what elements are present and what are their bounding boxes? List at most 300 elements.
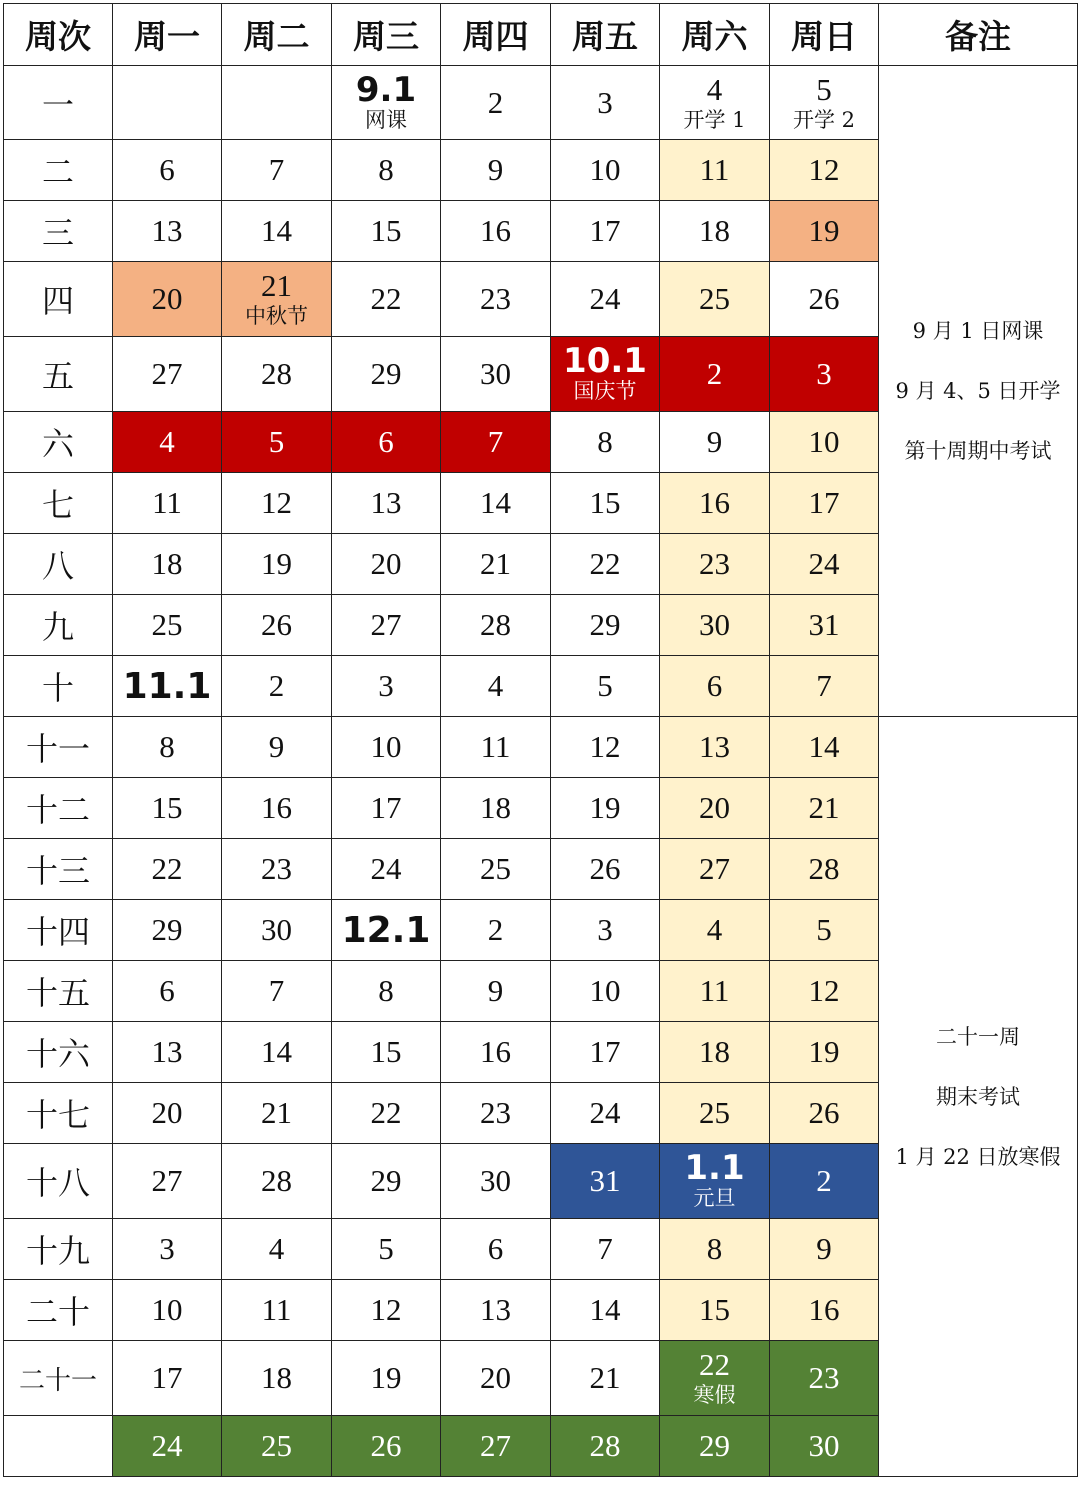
date-number: 3 (816, 356, 832, 391)
date-number: 3 (159, 1231, 175, 1266)
date-cell (332, 961, 441, 1022)
date-cell (113, 839, 222, 900)
date-cell (441, 1416, 551, 1477)
week-number-cell: 六 (4, 412, 113, 473)
date-cell (551, 66, 660, 140)
date-cell (660, 262, 770, 337)
date-cell (222, 717, 332, 778)
date-number: 29 (370, 356, 402, 391)
date-cell (332, 534, 441, 595)
date-number: 3 (597, 912, 613, 947)
date-number: 7 (816, 668, 832, 703)
date-number: 2 (268, 668, 285, 703)
date-cell (441, 1022, 551, 1083)
wednesday-header: 周三 (332, 4, 441, 66)
date-number: 26 (370, 1428, 402, 1463)
date-cell (770, 1341, 879, 1416)
date-cell (222, 140, 332, 201)
date-number: 28 (808, 851, 840, 886)
date-number: 28 (589, 1428, 621, 1463)
date-number: 7 (268, 152, 285, 187)
date-number: 6 (159, 973, 175, 1008)
date-number: 29 (151, 912, 183, 947)
date-cell (113, 656, 222, 717)
date-cell (222, 1280, 332, 1341)
date-cell (332, 839, 441, 900)
date-number: 4 (159, 424, 175, 459)
date-number: 11 (261, 1292, 292, 1327)
date-cell (660, 900, 770, 961)
date-cell (660, 1341, 770, 1416)
date-number: 5 (816, 912, 832, 947)
date-cell (222, 1022, 332, 1083)
date-cell (441, 961, 551, 1022)
date-cell (113, 961, 222, 1022)
date-cell (770, 1219, 879, 1280)
date-cell (222, 473, 332, 534)
date-number: 17 (151, 1360, 183, 1395)
date-number: 31 (808, 607, 840, 642)
date-cell (660, 140, 770, 201)
week-number-cell: 十一 (4, 717, 113, 778)
date-cell (332, 66, 441, 140)
date-cell (222, 656, 332, 717)
date-number: 24 (589, 281, 621, 316)
date-number: 10 (589, 973, 621, 1008)
date-number: 15 (370, 1034, 402, 1069)
week-number-cell: 三 (4, 201, 113, 262)
date-number: 16 (480, 213, 511, 248)
date-cell (660, 595, 770, 656)
date-number: 27 (151, 1163, 183, 1198)
date-event-label: 中秋节 (245, 304, 308, 328)
week-number-cell: 十七 (4, 1083, 113, 1144)
note-line: 9 月 4、5 日开学 (895, 379, 1061, 403)
date-number: 28 (261, 1163, 292, 1198)
date-cell (113, 262, 222, 337)
date-cell (441, 201, 551, 262)
date-number: 2 (706, 356, 723, 391)
date-number: 24 (370, 851, 402, 886)
note-line: 1 月 22 日放寒假 (895, 1144, 1061, 1169)
date-cell (332, 140, 441, 201)
date-cell (332, 1341, 441, 1416)
date-cell (551, 1280, 660, 1341)
date-number: 9 (487, 973, 504, 1008)
date-number: 5 (597, 668, 613, 703)
date-number: 25 (699, 1095, 730, 1130)
date-number: 18 (699, 1034, 730, 1069)
date-number: 7 (597, 1231, 613, 1266)
date-number: 11 (152, 485, 182, 520)
date-number: 27 (370, 607, 402, 642)
date-number: 8 (378, 973, 394, 1008)
date-cell (551, 201, 660, 262)
date-number: 6 (706, 668, 723, 703)
friday-header: 周五 (551, 4, 660, 66)
date-cell (660, 1022, 770, 1083)
date-number: 12 (261, 485, 292, 520)
date-cell (332, 1219, 441, 1280)
date-cell (332, 656, 441, 717)
date-cell (660, 473, 770, 534)
date-event-label: 开学 1 (683, 107, 746, 132)
date-number: 2 (816, 1163, 832, 1198)
date-number: 22 (589, 546, 621, 581)
date-cell (770, 1083, 879, 1144)
date-cell (660, 66, 770, 140)
date-number: 16 (808, 1292, 840, 1327)
date-cell (332, 262, 441, 337)
week-number-cell: 十四 (4, 900, 113, 961)
date-number: 23 (699, 546, 730, 581)
date-cell (660, 717, 770, 778)
week-number-cell: 十二 (4, 778, 113, 839)
date-number: 22 (699, 1347, 730, 1382)
date-cell (222, 1219, 332, 1280)
date-cell (660, 201, 770, 262)
date-cell (441, 534, 551, 595)
date-number: 4 (487, 668, 504, 703)
date-cell (770, 1144, 879, 1219)
date-number: 11.1 (122, 665, 212, 707)
date-cell (332, 595, 441, 656)
date-number: 18 (699, 213, 730, 248)
date-number: 12 (808, 152, 840, 187)
date-number: 8 (706, 1231, 723, 1266)
date-cell (113, 412, 222, 473)
semester-calendar-table (3, 3, 1078, 1477)
date-number: 25 (261, 1428, 292, 1463)
date-cell (113, 900, 222, 961)
date-cell (770, 473, 879, 534)
date-cell (770, 140, 879, 201)
date-number: 18 (261, 1360, 292, 1395)
date-cell (441, 778, 551, 839)
date-cell (551, 1416, 660, 1477)
date-cell (770, 778, 879, 839)
week-number-cell: 十三 (4, 839, 113, 900)
date-number: 14 (808, 729, 840, 764)
date-number: 12 (370, 1292, 402, 1327)
date-number: 20 (151, 1095, 183, 1130)
date-cell (660, 961, 770, 1022)
date-cell (441, 656, 551, 717)
date-number: 22 (370, 1095, 402, 1130)
date-number: 6 (487, 1231, 504, 1266)
date-cell (770, 262, 879, 337)
date-event-label: 国庆节 (573, 379, 637, 403)
date-number: 30 (261, 912, 292, 947)
date-cell (770, 66, 879, 140)
date-number: 13 (151, 1034, 183, 1069)
date-cell (770, 412, 879, 473)
date-cell (222, 1416, 332, 1477)
date-number: 23 (480, 1095, 511, 1130)
date-number: 11 (699, 152, 730, 187)
header-row (4, 4, 1078, 66)
date-number: 16 (699, 485, 730, 520)
note-line: 二十一周 (936, 1024, 1020, 1049)
date-number: 25 (151, 607, 183, 642)
date-number: 4 (706, 912, 723, 947)
week-number-cell: 一 (4, 66, 113, 140)
date-cell (660, 1416, 770, 1477)
date-cell (441, 595, 551, 656)
week-number-cell: 十九 (4, 1219, 113, 1280)
date-number: 3 (597, 84, 613, 120)
date-number: 17 (589, 1034, 621, 1069)
date-number: 13 (151, 213, 183, 248)
date-cell (551, 1022, 660, 1083)
date-cell (222, 839, 332, 900)
date-number: 29 (699, 1428, 730, 1463)
date-cell (441, 1280, 551, 1341)
date-cell (660, 534, 770, 595)
week-row (4, 717, 1078, 778)
date-cell (551, 262, 660, 337)
sunday-header: 周日 (770, 4, 879, 66)
date-number: 17 (808, 485, 840, 520)
date-number: 23 (808, 1360, 840, 1395)
date-cell (551, 595, 660, 656)
date-number: 20 (151, 281, 183, 316)
date-number: 1.1 (684, 1148, 745, 1188)
date-cell (113, 473, 222, 534)
date-number: 9 (816, 1231, 832, 1266)
date-cell (222, 262, 332, 337)
date-cell (770, 961, 879, 1022)
date-cell (551, 656, 660, 717)
date-number: 24 (808, 546, 840, 581)
date-event-label: 网课 (365, 107, 407, 132)
date-cell (113, 1022, 222, 1083)
date-number: 30 (480, 1163, 511, 1198)
date-number: 13 (480, 1292, 511, 1327)
week-number-cell: 八 (4, 534, 113, 595)
date-number: 17 (589, 213, 621, 248)
date-number: 30 (699, 607, 730, 642)
date-number: 29 (370, 1163, 402, 1198)
date-cell (441, 1144, 551, 1219)
date-number: 11 (480, 729, 511, 764)
date-number: 4 (268, 1231, 285, 1266)
date-number: 14 (261, 213, 292, 248)
date-number: 14 (589, 1292, 621, 1327)
tuesday-header: 周二 (222, 4, 332, 66)
date-number: 7 (487, 424, 504, 459)
date-number: 15 (699, 1292, 730, 1327)
date-cell (660, 1280, 770, 1341)
date-cell (332, 1083, 441, 1144)
week-number-cell: 二十 (4, 1280, 113, 1341)
date-cell (332, 1022, 441, 1083)
date-cell (551, 473, 660, 534)
date-cell (113, 1144, 222, 1219)
date-number: 6 (159, 152, 175, 187)
date-number: 5 (268, 424, 285, 459)
date-cell (441, 473, 551, 534)
date-cell (113, 337, 222, 412)
date-number: 11 (699, 973, 730, 1008)
date-event-label: 开学 2 (792, 107, 856, 132)
date-cell (441, 1341, 551, 1416)
date-number: 7 (268, 973, 285, 1008)
date-number: 13 (370, 485, 402, 520)
date-cell (113, 778, 222, 839)
date-cell (441, 839, 551, 900)
date-number: 25 (699, 281, 730, 316)
date-number: 4 (706, 71, 723, 107)
date-cell (660, 1144, 770, 1219)
date-number: 12 (808, 973, 840, 1008)
date-cell (332, 201, 441, 262)
date-number: 26 (808, 281, 840, 316)
date-number: 17 (370, 790, 402, 825)
date-number: 19 (589, 790, 621, 825)
week-number-cell: 二十一 (4, 1341, 113, 1416)
date-cell (222, 201, 332, 262)
notes-header: 备注 (879, 4, 1078, 66)
date-cell (551, 900, 660, 961)
date-cell (222, 1083, 332, 1144)
date-cell (660, 778, 770, 839)
date-number: 13 (699, 729, 730, 764)
date-number: 21 (808, 790, 840, 825)
week-number-cell: 二 (4, 140, 113, 201)
date-number: 28 (261, 356, 292, 391)
date-cell (660, 839, 770, 900)
date-number: 31 (589, 1163, 621, 1198)
date-cell (770, 717, 879, 778)
date-number: 27 (480, 1428, 511, 1463)
date-number: 30 (480, 356, 511, 391)
date-number: 5 (378, 1231, 394, 1266)
date-number: 30 (808, 1428, 840, 1463)
date-cell (332, 900, 441, 961)
date-cell (113, 1219, 222, 1280)
week-number-cell: 十 (4, 656, 113, 717)
date-number: 27 (151, 356, 183, 391)
saturday-header: 周六 (660, 4, 770, 66)
date-number: 8 (378, 152, 394, 187)
date-cell (332, 778, 441, 839)
date-number: 10 (589, 152, 621, 187)
date-number: 14 (480, 485, 511, 520)
date-number: 9.1 (355, 69, 417, 110)
date-number: 18 (151, 546, 183, 581)
date-number: 25 (480, 851, 511, 886)
date-cell (551, 140, 660, 201)
date-number: 26 (589, 851, 621, 886)
date-cell (770, 656, 879, 717)
date-number: 20 (370, 546, 402, 581)
week-number-cell: 九 (4, 595, 113, 656)
date-number: 26 (808, 1095, 840, 1130)
date-number: 19 (808, 1034, 840, 1069)
date-number: 21 (589, 1360, 621, 1395)
date-number: 16 (261, 790, 292, 825)
date-cell (113, 66, 222, 140)
date-number: 12.1 (341, 909, 431, 951)
notes-cell-first-half (879, 66, 1078, 717)
date-number: 10.1 (563, 341, 647, 381)
date-cell (222, 66, 332, 140)
monday-header: 周一 (113, 4, 222, 66)
date-number: 15 (589, 485, 621, 520)
week-number-cell: 十五 (4, 961, 113, 1022)
date-cell (551, 717, 660, 778)
date-number: 24 (589, 1095, 621, 1130)
date-cell (551, 839, 660, 900)
date-cell (551, 778, 660, 839)
date-cell (441, 1083, 551, 1144)
date-cell (551, 1219, 660, 1280)
date-cell (222, 778, 332, 839)
date-number: 15 (370, 213, 402, 248)
date-number: 23 (480, 281, 511, 316)
date-cell (332, 337, 441, 412)
date-cell (770, 201, 879, 262)
date-cell (551, 412, 660, 473)
week-number-cell: 十六 (4, 1022, 113, 1083)
date-number: 28 (480, 607, 511, 642)
date-number: 15 (151, 790, 183, 825)
date-number: 9 (268, 729, 285, 764)
week-number-cell: 十八 (4, 1144, 113, 1219)
date-event-label: 寒假 (693, 1383, 736, 1407)
date-cell (551, 1341, 660, 1416)
week-row (4, 66, 1078, 140)
date-cell (113, 1416, 222, 1477)
date-cell (770, 337, 879, 412)
date-cell (441, 337, 551, 412)
date-number: 20 (480, 1360, 511, 1395)
date-number: 12 (589, 729, 621, 764)
date-cell (222, 900, 332, 961)
date-cell (222, 1144, 332, 1219)
date-cell (441, 140, 551, 201)
date-number: 8 (159, 729, 175, 764)
date-number: 19 (808, 213, 840, 248)
date-cell (660, 412, 770, 473)
date-cell (660, 337, 770, 412)
date-cell (332, 1416, 441, 1477)
date-cell (113, 140, 222, 201)
date-number: 8 (597, 424, 613, 459)
date-cell (770, 1022, 879, 1083)
week-number-cell: 七 (4, 473, 113, 534)
date-number: 22 (370, 281, 402, 316)
date-number: 20 (699, 790, 730, 825)
date-cell (222, 534, 332, 595)
date-cell (222, 961, 332, 1022)
date-number: 6 (378, 424, 394, 459)
date-cell (222, 412, 332, 473)
note-line: 9 月 1 日网课 (912, 319, 1044, 343)
date-cell (441, 1219, 551, 1280)
date-number: 27 (699, 851, 730, 886)
date-cell (332, 1144, 441, 1219)
date-cell (551, 534, 660, 595)
week-number-cell (4, 1416, 113, 1477)
date-cell (441, 717, 551, 778)
date-event-label: 元旦 (693, 1186, 736, 1210)
date-cell (551, 961, 660, 1022)
date-cell (770, 839, 879, 900)
date-cell (551, 1144, 660, 1219)
date-cell (441, 66, 551, 140)
